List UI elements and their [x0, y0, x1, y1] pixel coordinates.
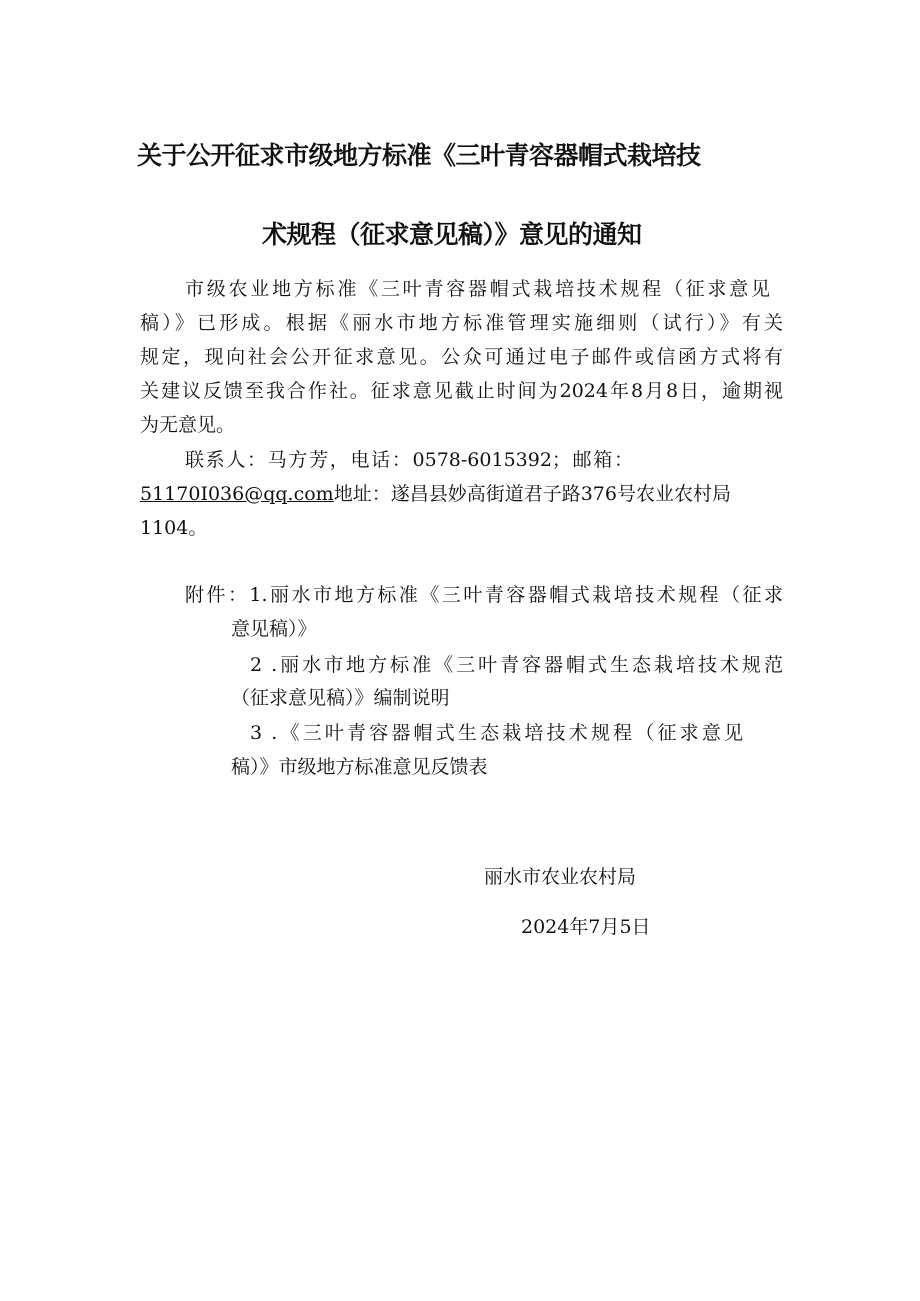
notice-title-line2: 术规程（征求意见稿）》意见的通知 [262, 220, 642, 249]
para1-line2: 稿）》已形成。根据《丽水市地方标准管理实施细则（试行）》有关 [140, 312, 783, 334]
para1-line1: 市级农业地方标准《三叶青容器帽式栽培技术规程（征求意见 [185, 278, 770, 300]
para1-line5: 为无意见。 [140, 414, 236, 436]
email-link[interactable]: 51170I036@qq.com [140, 483, 334, 505]
attachment-3-line1: 3 .《三叶青容器帽式生态栽培技术规程（征求意见 [250, 722, 743, 744]
contact-line1: 联系人：马方芳，电话：0578-6015392；邮箱： [185, 449, 633, 471]
attachment-1-line2: 意见稿）》 [231, 618, 317, 640]
signature-org: 丽水市农业农村局 [484, 866, 637, 888]
para1-line3: 规定，现向社会公开征求意见。公众可通过电子邮件或信函方式将有 [140, 346, 783, 368]
signature-date: 2024年7月5日 [521, 916, 651, 938]
contact-line3: 1104。 [140, 517, 208, 539]
address-text: 地址：遂昌县妙高街道君子路376号农业农村局 [333, 483, 731, 505]
para1-line4: 关建议反馈至我合作社。征求意见截止时间为2024年8月8日，逾期视 [140, 380, 783, 402]
contact-line2 [140, 485, 731, 504]
notice-title-line1: 关于公开征求市级地方标准《三叶青容器帽式栽培技 [137, 141, 701, 170]
attachment-1-line1: 附件：1.丽水市地方标准《三叶青容器帽式栽培技术规程（征求 [185, 584, 783, 606]
attachment-2-line2: （征求意见稿）》编制说明 [231, 687, 450, 709]
attachment-3-line2: 稿）》市级地方标准意见反馈表 [231, 756, 488, 778]
attachment-2-line1: 2 .丽水市地方标准《三叶青容器帽式生态栽培技术规范 [250, 654, 783, 676]
